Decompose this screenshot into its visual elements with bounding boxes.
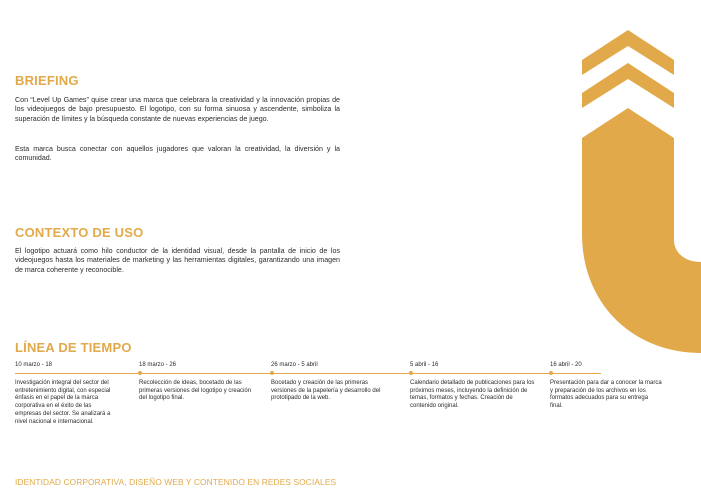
context-title: CONTEXTO DE USO <box>15 225 144 240</box>
timeline-dot <box>549 371 553 375</box>
timeline-dot <box>270 371 274 375</box>
level-up-logo-icon <box>570 20 701 360</box>
timeline-description: Investigación integral del sector del entretenimiento digital, con especial énfasis en el papel de la marca corporativa en el éxito de las empresas del sector. Se analizará a nivel nacional e internacional. <box>15 380 111 425</box>
timeline-date: 18 marzo - 26 <box>139 362 177 368</box>
timeline-date: 16 abril - 20 <box>550 362 582 368</box>
timeline-date: 5 abril - 16 <box>410 362 439 368</box>
timeline-date: 26 marzo - 5 abril <box>271 362 318 368</box>
footer-text: IDENTIDAD CORPORATIVA, DISEÑO WEB Y CONTENIDO EN REDES SOCIALES <box>15 477 337 487</box>
timeline-date: 10 marzo - 18 <box>15 362 53 368</box>
timeline-axis <box>15 373 601 374</box>
timeline-title: LÍNEA DE TIEMPO <box>15 340 132 355</box>
briefing-paragraph-2: Esta marca busca conectar con aquellos jugadores que valoran la creatividad, la diversión y la comunidad. <box>15 145 340 163</box>
briefing-paragraph-1: Con “Level Up Games” quise crear una marca que celebrara la creatividad y la innovación propias de los videojuegos de bajo presupuesto. El logotipo, con su forma sinuosa y ascendente, simboliza la superación de límites y la búsqueda constante de nuevas experiencias de juego. <box>15 96 340 123</box>
timeline-description: Recolección de ideas, bocetado de las primeras versiones del logotipo y creación del logotipo final. <box>139 380 252 402</box>
timeline-description: Presentación para dar a conocer la marca y preparación de los archivos en los formatos adecuados para su entrega final. <box>550 380 662 410</box>
timeline-dot <box>138 371 142 375</box>
briefing-title: BRIEFING <box>15 73 79 88</box>
timeline-description: Bocetado y creación de las primeras versiones de la papelería y desarrollo del prototipado de la web. <box>271 380 381 402</box>
timeline-description: Calendario detallado de publicaciones para los próximos meses, incluyendo la definición de temas, formatos y fechas. Creación de contenido original. <box>410 380 535 410</box>
timeline-dot <box>409 371 413 375</box>
context-paragraph: El logotipo actuará como hilo conductor de la identidad visual, desde la pantalla de inicio de los videojuegos hasta los materiales de marketing y las herramientas digitales, garantizando una imagen de marca coherente y reconocible. <box>15 247 340 274</box>
